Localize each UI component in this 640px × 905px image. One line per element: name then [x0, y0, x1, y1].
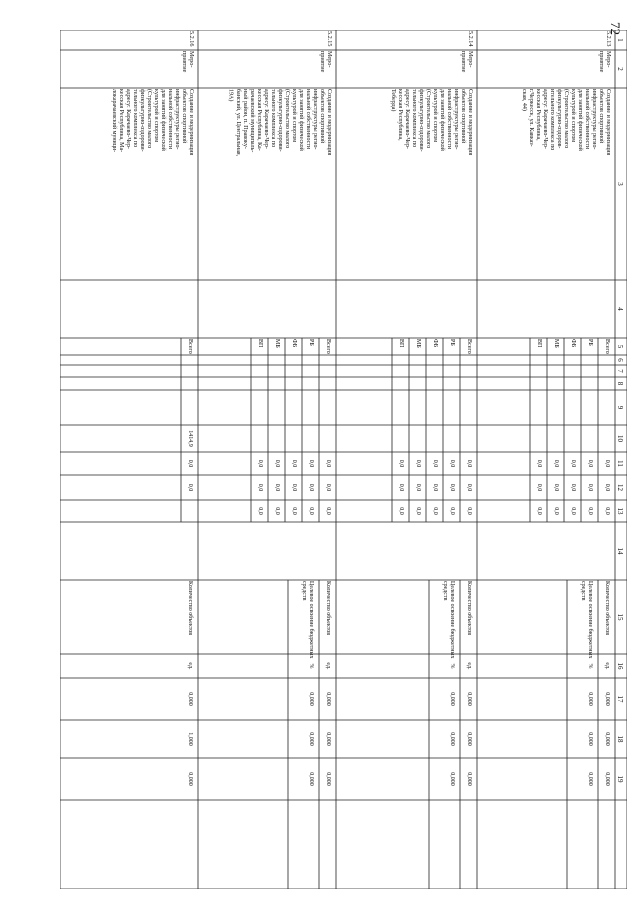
funding-source: РБ [449, 339, 455, 346]
row-name: Создание и модернизацияобъектов спортивнойинфраструктуры регио-нальной собственностидля занятий физическойкультурой и спортом(Строительство малогофизкультурно-оздорови-тельного комплекса поадресу: Карачаево-Чер-кесская Республика, Ка-рачаевский муниципаль-ный район, п. Правоку-банский, ул. Центральная,19А) [227, 89, 332, 157]
value-col11: 0,0 [187, 459, 193, 468]
indicator-value-19: 0,000 [308, 772, 314, 786]
indicator-name: Целевое освоение бюджетныхсредств [300, 581, 314, 659]
funding-source: Всего [604, 339, 610, 354]
value-col11: 0,0 [449, 459, 455, 468]
column-header-11: 11 [616, 460, 624, 467]
column-header-9: 9 [616, 405, 624, 410]
value-col12: 0,0 [587, 483, 593, 492]
column-header-8: 8 [616, 381, 624, 386]
row-type: Меро-приятие [180, 51, 195, 73]
row-code: 5.2.15 [326, 31, 333, 47]
row-type: Меро-приятие [597, 51, 612, 73]
indicator-value-17: 0,000 [325, 692, 331, 706]
funding-source: ФБ [570, 339, 576, 348]
indicator-value-18: 0,000 [308, 732, 314, 746]
indicator-value-17: 0,000 [587, 692, 593, 706]
value-col13: 0,0 [274, 507, 280, 515]
indicator-unit: ед. [325, 662, 331, 670]
funding-source: ФБ [432, 339, 438, 348]
value-col12: 0,0 [553, 483, 559, 492]
value-col12: 0,0 [432, 483, 438, 492]
value-col11: 0,0 [415, 459, 421, 468]
value-col13: 0,0 [570, 507, 576, 515]
indicator-value-17: 0,000 [604, 692, 610, 706]
value-col12: 0,0 [308, 483, 314, 492]
row-name: Создание и модернизацияобъектов спортивнойинфраструктуры регио-нальной собственностидля занятий физическойкультурой и спортом(Строительство малогофизкультурно-оздорови-тельного комплекса поадресу: Карачаево-Чер-кесская Республика, Ма-локарачаевский муници- [110, 89, 194, 156]
indicator-value-17: 0,000 [466, 692, 472, 706]
row-name: Создание и модернизацияобъектов спортивнойинфраструктуры регио-нальной собственностидля занятий физическойкультурой и спортом(Строительство малогофизкультурно-оздоров-ительного комплекса поадресу: Карачаево-Чер-кесская Республика,г.Черкесск, ул. Кавказ-ская, 44) [520, 89, 611, 156]
value-col11: 0,0 [325, 459, 331, 468]
indicator-value-19: 0,000 [466, 772, 472, 786]
indicator-value-19: 0,000 [187, 772, 193, 786]
value-col12: 0,0 [466, 483, 472, 492]
value-col11: 0,0 [308, 459, 314, 468]
column-header-1: 1 [616, 38, 624, 42]
indicator-unit: ед. [604, 662, 610, 670]
value-col11: 0,0 [466, 459, 472, 468]
table-svg [60, 30, 627, 889]
value-col11: 0,0 [553, 459, 559, 468]
column-header-16: 16 [616, 662, 624, 670]
column-header-12: 12 [616, 484, 624, 491]
indicator-value-18: 1,000 [187, 732, 193, 746]
row-type: Меро-приятие [318, 51, 333, 73]
value-col12: 0,0 [274, 483, 280, 492]
funding-source: РБ [308, 339, 314, 346]
value-col13: 0,0 [257, 507, 263, 515]
indicator-name: Количество объектов [325, 581, 331, 636]
indicator-unit: % [308, 663, 314, 669]
indicator-name: Количество объектов [466, 581, 472, 636]
column-header-13: 13 [616, 507, 624, 515]
row-code: 5.2.16 [188, 31, 195, 47]
value-col13: 0,0 [308, 507, 314, 515]
column-header-19: 19 [616, 775, 624, 783]
row-code: 5.2.13 [605, 31, 612, 47]
indicator-name: Количество объектов [187, 581, 193, 636]
indicator-value-18: 0,000 [587, 732, 593, 746]
indicator-unit: ед. [187, 662, 193, 670]
value-col11: 0,0 [432, 459, 438, 468]
value-col11: 0,0 [257, 459, 263, 468]
value-col11: 0,0 [398, 459, 404, 468]
column-header-15: 15 [616, 613, 624, 621]
indicator-name: Целевое освоение бюджетныхсредств [441, 581, 455, 659]
indicator-value-19: 0,000 [449, 772, 455, 786]
indicator-value-17: 0,000 [187, 692, 193, 706]
funding-source: ВП [398, 339, 404, 348]
value-col12: 0,0 [398, 483, 404, 492]
value-col11: 0,0 [274, 459, 280, 468]
indicator-unit: % [449, 663, 455, 669]
indicator-value-19: 0,000 [325, 772, 331, 786]
row-type: Меро-приятие [459, 51, 474, 73]
column-header-14: 14 [616, 547, 624, 555]
column-header-3: 3 [616, 182, 624, 186]
indicator-unit: ед. [466, 662, 472, 670]
column-header-6: 6 [616, 358, 624, 362]
funding-source: Всего [466, 339, 472, 354]
indicator-name: Целевое освоение бюджетныхсредств [579, 581, 593, 659]
value-col13: 0,0 [449, 507, 455, 515]
value-col11: 0,0 [604, 459, 610, 468]
value-col13: 0,0 [325, 507, 331, 515]
indicator-value-18: 0,000 [604, 732, 610, 746]
funding-source: РБ [587, 339, 593, 346]
value-col13: 0,0 [415, 507, 421, 515]
funding-source: ВП [536, 339, 542, 348]
value-col13: 0,0 [604, 507, 610, 515]
value-col12: 0,0 [415, 483, 421, 492]
value-col11: 0,0 [536, 459, 542, 468]
funding-source: ФБ [291, 339, 297, 348]
column-header-10: 10 [616, 435, 624, 442]
funding-source: Всего [187, 339, 193, 354]
row-code: 5.2.14 [467, 31, 474, 47]
value-col12: 0,0 [325, 483, 331, 492]
budget-table [60, 30, 627, 889]
indicator-value-19: 0,000 [604, 772, 610, 786]
value-col13: 0,0 [587, 507, 593, 515]
row-name: Создание и модернизацияобъектов спортивнойинфраструктуры регио-нальной собственностидля занятий физическойкультурой и спортом(Строительство малогофизкультурно-оздорови-тельного комплекса поадресу: Карачаево-Чер-кесская Республика,Тебердa) [389, 89, 473, 156]
page-number: 72 [608, 22, 623, 35]
column-header-4: 4 [616, 307, 624, 311]
value-col11: 0,0 [587, 459, 593, 468]
value-col12: 0,0 [291, 483, 297, 492]
column-header-17: 17 [616, 695, 624, 703]
indicator-value-17: 0,000 [449, 692, 455, 706]
indicator-value-18: 0,000 [325, 732, 331, 746]
value-col12: 0,0 [257, 483, 263, 492]
value-col13: 0,0 [466, 507, 472, 515]
value-col12: 0,0 [536, 483, 542, 492]
column-header-18: 18 [616, 735, 624, 743]
indicator-value-18: 0,000 [449, 732, 455, 746]
funding-source: МБ [274, 339, 280, 348]
value-col13: 0,0 [432, 507, 438, 515]
value-col12: 0,0 [449, 483, 455, 492]
funding-source: Всего [325, 339, 331, 354]
indicator-value-19: 0,000 [587, 772, 593, 786]
value-col11: 0,0 [570, 459, 576, 468]
value-col12: 0,0 [187, 483, 193, 492]
indicator-value-18: 0,000 [466, 732, 472, 746]
value-col13: 0,0 [398, 507, 404, 515]
column-header-5: 5 [616, 344, 624, 349]
column-header-7: 7 [616, 369, 624, 373]
value-col10: 1414,9 [187, 430, 193, 447]
indicator-name: Количество объектов [604, 581, 610, 636]
value-col13: 0,0 [553, 507, 559, 515]
value-col13: 0,0 [536, 507, 542, 515]
value-col13: 0,0 [291, 507, 297, 515]
funding-source: МБ [415, 339, 421, 348]
indicator-unit: % [587, 663, 593, 669]
value-col12: 0,0 [570, 483, 576, 492]
indicator-value-17: 0,000 [308, 692, 314, 706]
funding-source: ВП [257, 339, 263, 348]
value-col11: 0,0 [291, 459, 297, 468]
column-header-2: 2 [616, 67, 624, 71]
funding-source: МБ [553, 339, 559, 348]
value-col12: 0,0 [604, 483, 610, 492]
